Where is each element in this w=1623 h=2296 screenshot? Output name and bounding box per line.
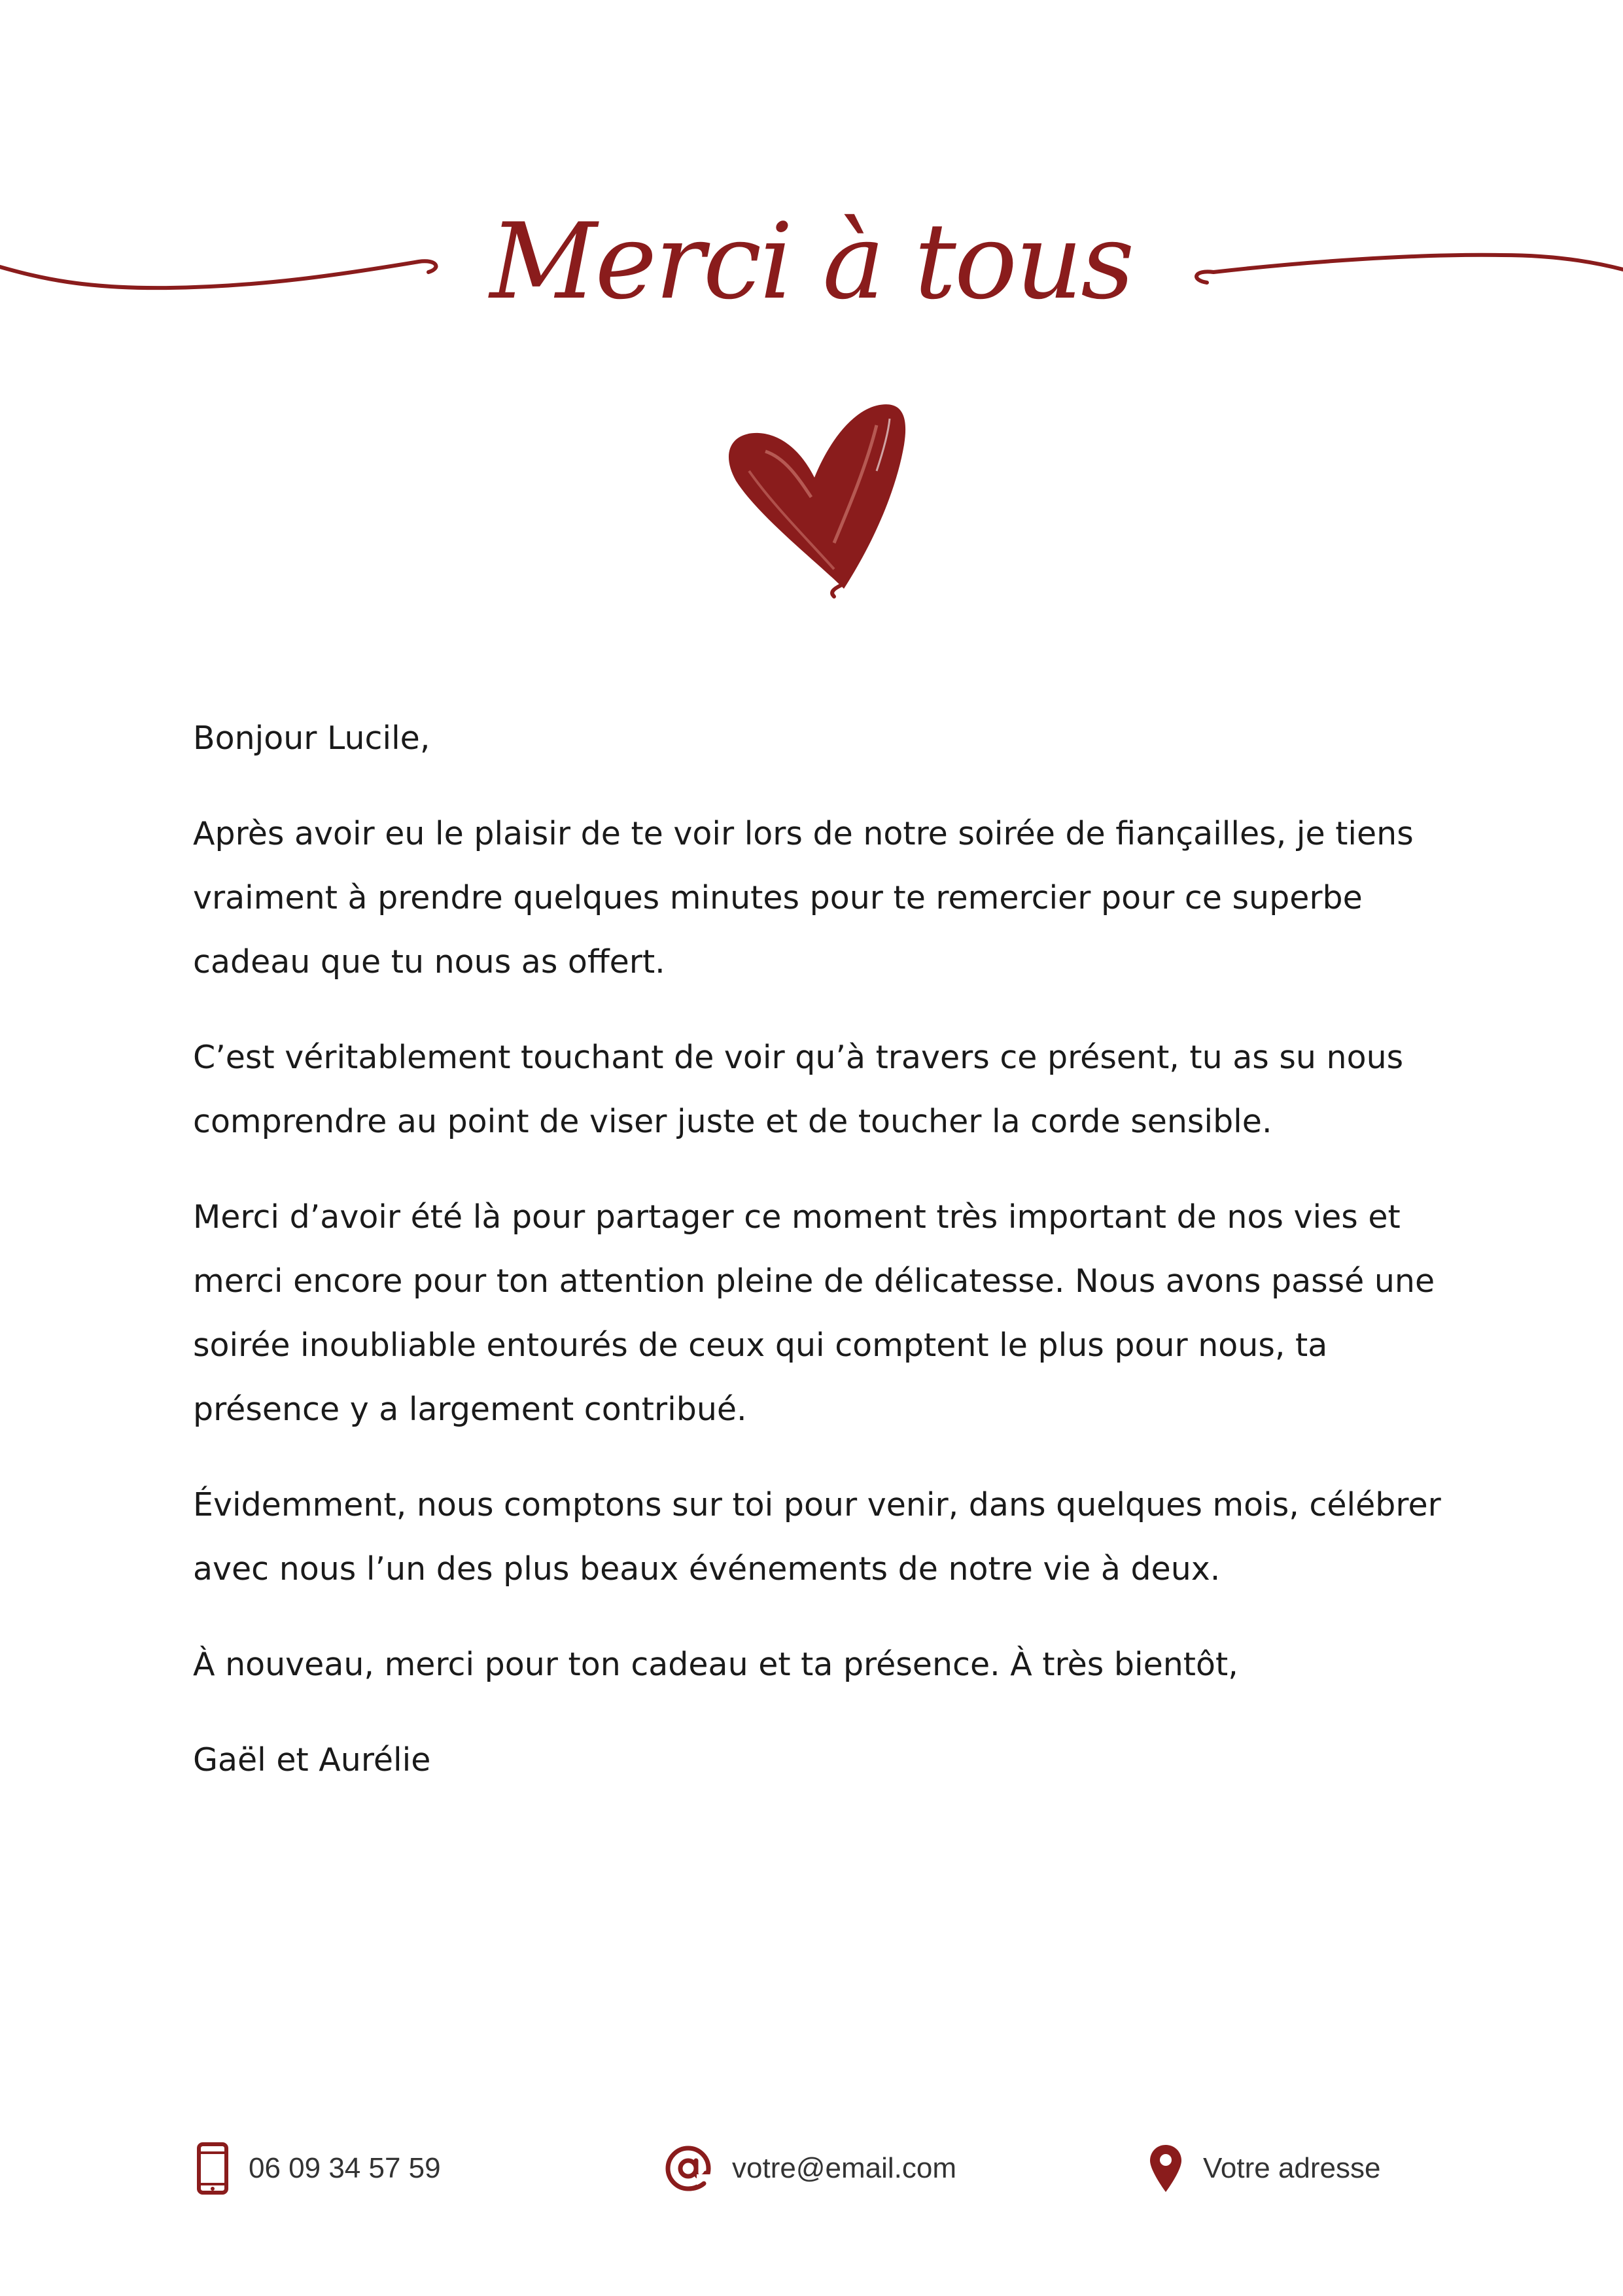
email-address: votre@email.com bbox=[732, 2152, 956, 2184]
footer-phone bbox=[196, 2139, 441, 2198]
paragraph-2: C’est véritablement touchant de voir qu’à travers ce présent, tu as su nous comprendre au point de viser juste et de toucher la corde sensible. bbox=[193, 1039, 1404, 1140]
paragraph-1: Après avoir eu le plaisir de te voir lors de notre soirée de fiançailles, je tiens vraiment à prendre quelques minutes pour te remercier pour ce superbe cadeau que tu nous as offert. bbox=[193, 815, 1414, 981]
left-flourish-ornament bbox=[0, 249, 445, 301]
heart-icon bbox=[720, 392, 922, 602]
footer-address bbox=[1148, 2139, 1381, 2198]
smartphone-icon bbox=[196, 2142, 229, 2195]
paragraph-3: Merci d’avoir été là pour partager ce moment très important de nos vies et merci encore pour ton attention pleine de délicatesse. Nous avons passé une soirée inoubliable entourés de ceux qui comptent le plus pour nous, ta présence y a largement contribué. bbox=[193, 1198, 1435, 1428]
greeting: Bonjour Lucile, bbox=[193, 720, 430, 757]
at-sign-icon bbox=[664, 2144, 712, 2193]
page-title: Merci à tous bbox=[489, 200, 1133, 322]
paragraph-4: Évidemment, nous comptons sur toi pour venir, dans quelques mois, célébrer avec nous l’un des plus beaux événements de notre vie à deux. bbox=[193, 1486, 1441, 1588]
letter-body bbox=[193, 706, 1462, 1824]
postal-address: Votre adresse bbox=[1203, 2152, 1381, 2184]
paragraph-5: À nouveau, merci pour ton cadeau et ta présence. À très bientôt, bbox=[193, 1646, 1238, 1683]
map-pin-icon bbox=[1148, 2144, 1183, 2193]
signature: Gaël et Aurélie bbox=[193, 1741, 431, 1779]
footer-email bbox=[664, 2139, 956, 2198]
phone-number: 06 09 34 57 59 bbox=[249, 2152, 441, 2184]
right-flourish-ornament bbox=[1187, 242, 1623, 301]
